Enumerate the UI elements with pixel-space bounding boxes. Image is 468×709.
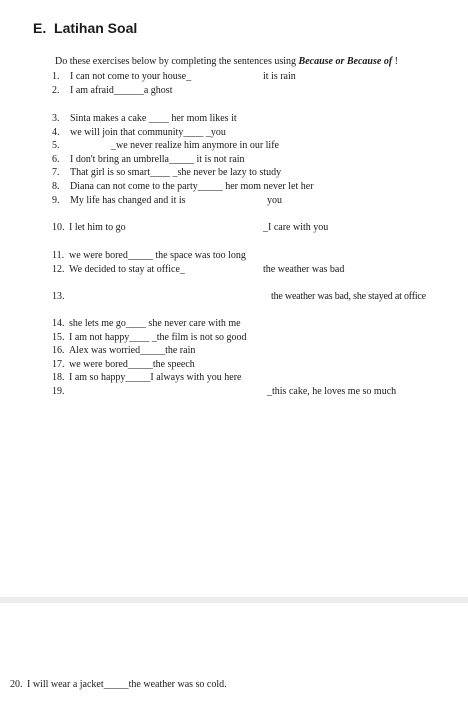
instruction-prefix: Do these exercises below by completing the sentences using xyxy=(55,56,299,67)
item-number: 4. xyxy=(52,127,60,138)
item-text: we will join that community____ _you xyxy=(70,127,226,138)
item-number: 7. xyxy=(52,167,60,178)
item-number: 20. xyxy=(10,679,23,690)
instruction-suffix: ! xyxy=(392,56,398,67)
item-text-right: _this cake, he loves me so much xyxy=(267,386,397,397)
item-number: 16. xyxy=(52,345,65,356)
section-letter: E. xyxy=(33,20,47,36)
item-text-right: it is rain xyxy=(263,71,296,82)
item-number: 2. xyxy=(52,85,60,96)
section-heading xyxy=(33,20,137,36)
item-number: 9. xyxy=(52,195,60,206)
item-text-right: the weather was bad, she stayed at office xyxy=(271,291,426,302)
item-text: My life has changed and it is xyxy=(70,195,186,206)
item-text: we were bored_____the speech xyxy=(69,359,195,370)
item-text: I let him to go xyxy=(69,222,126,233)
item-text: I am so happy_____I always with you here xyxy=(69,372,242,383)
item-text: we were bored_____ the space was too long xyxy=(69,250,246,261)
item-number: 17. xyxy=(52,359,65,370)
item-text: Sinta makes a cake ____ her mom likes it xyxy=(70,113,237,124)
item-number: 8. xyxy=(52,181,60,192)
item-text: _we never realize him anymore in our life xyxy=(111,140,279,151)
item-text: I will wear a jacket_____the weather was so cold. xyxy=(27,679,227,690)
item-number: 1. xyxy=(52,71,60,82)
item-text: I can not come to your house_ xyxy=(70,71,192,82)
item-number: 3. xyxy=(52,113,60,124)
item-number: 18. xyxy=(52,372,65,383)
item-text: That girl is so smart____ _she never be lazy to study xyxy=(70,167,282,178)
item-text: I don't bring an umbrella_____ it is not rain xyxy=(70,154,245,165)
item-text: Alex was worried_____the rain xyxy=(69,345,196,356)
item-text: I am afraid______a ghost xyxy=(70,85,173,96)
section-title: Latihan Soal xyxy=(54,20,138,36)
instructions xyxy=(55,56,398,67)
item-text-right: _I care with you xyxy=(263,222,329,233)
item-number: 11. xyxy=(52,250,65,261)
item-text: We decided to stay at office_ xyxy=(69,264,185,275)
worksheet-page-2 xyxy=(0,603,468,709)
item-text-right: you xyxy=(267,195,282,206)
item-number: 5. xyxy=(52,140,60,151)
item-number: 19. xyxy=(52,386,65,397)
item-number: 14. xyxy=(52,318,65,329)
item-text: I am not happy____ _the film is not so good xyxy=(69,332,247,343)
item-text: she lets me go____ she never care with me xyxy=(69,318,241,329)
instruction-emphasis: Because or Because of xyxy=(298,56,393,67)
item-number: 10. xyxy=(52,222,65,233)
item-number: 15. xyxy=(52,332,65,343)
item-text: Diana can not come to the party_____ her mom never let her xyxy=(70,181,314,192)
item-number: 13. xyxy=(52,291,65,302)
item-number: 12. xyxy=(52,264,65,275)
item-number: 6. xyxy=(52,154,60,165)
item-text-right: the weather was bad xyxy=(263,264,345,275)
